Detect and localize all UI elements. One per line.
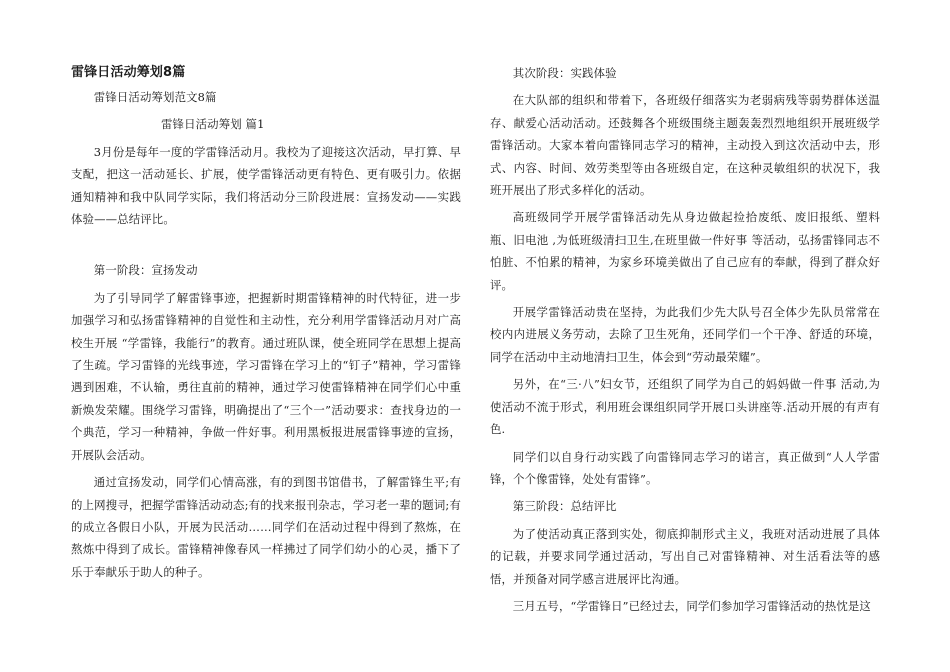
paragraph: 为了使活动真正落到实处，彻底抑制形式主义，我班对活动进展了具体的记载，并要求同学通过活动，写出自己对雷锋精神、对生活看法等的感悟，并预备对同学感言进展评比沟通。 [490, 526, 880, 586]
document-title: 雷锋日活动筹划8篇 [71, 65, 186, 80]
spacer [71, 235, 461, 259]
paragraph: 开展学雷锋活动贵在坚持，为此我们少先大队号召全体少先队员常常在校内内进展义务劳动，去除了卫生死角，还同学们一个干净、舒适的环境，同学在活动中主动地清扫卫生，体会到“劳动最荣耀”。 [490, 305, 880, 364]
paragraph: 另外，在“三·八”妇女节，还组织了同学为自己的妈妈做一件事 活动,为使活动不流于形式，利用班会课组织同学开展口头讲座等.活动开展的有声有色. [490, 377, 880, 437]
stage-heading: 其次阶段：实践体验 [512, 66, 617, 80]
paragraph: 通过宣扬发动，同学们心情高涨，有的到图书馆借书，了解雷锋生平;有的上网搜寻，把握学雷锋活动动态;有的找来报刊杂志，学习老一辈的题词;有的成立各假日小队，开展为民活动……同学们在活动过程中得到了熬炼，在熬炼中得到了成长。雷锋精神像春风一样拂过了同学们幼小的心灵，播下了乐于奉献乐于助人的种子。 [71, 475, 461, 579]
paragraph: 同学们以自身行动实践了向雷锋同志学习的诺言，真正做到“人人学雷锋，个个像雷锋，处处有雷锋”。 [490, 449, 880, 486]
left-column [71, 62, 461, 588]
paragraph: 3月份是每年一度的学雷锋活动月。我校为了迎接这次活动，早打算、早支配，把这一活动延长、扩展，使学雷锋活动更有特色、更有吸引力。依据通知精神和我中队同学实际，我们将活动分三阶段进展：宣扬发动——实践体验——总结评比。 [71, 144, 461, 227]
section-title: 雷锋日活动筹划 篇1 [161, 117, 265, 132]
stage-heading: 第一阶段：宣扬发动 [93, 263, 198, 278]
right-column [490, 62, 880, 622]
paragraph: 高班级同学开展学雷锋活动先从身边做起捡拾废纸、废旧报纸、塑料瓶、旧电池 ,为低班级清扫卫生,在班里做一件好事 等活动，弘扬雷锋同志不怕脏、不怕累的精神，为家乡环境美做出了自己应有的奉献，得到了群众好评。 [490, 210, 880, 292]
document-subtitle: 雷锋日活动筹划范文8篇 [93, 90, 217, 104]
paragraph: 三月五号，“学雷锋日”已经过去，同学们参加学习雷锋活动的热忱是这 [512, 598, 871, 613]
paragraph: 为了引导同学了解雷锋事迹，把握新时期雷锋精神的时代特征，进一步加强学习和弘扬雷锋精神的自觉性和主动性，充分利用学雷锋活动月对广高校生开展 “学雷锋，我能行”的教育。通过班队课，使全班同学在思想上提高了生疏。学习雷锋的光线事迹，学习雷锋在学习上的“钉子”精神，学习雷锋遇到困难，不认输，勇往直前的精神，通过学习使雷锋精神在同学们心中重新焕发荣耀。围绕学习雷锋，明确提出了“三个一”活动要求：查找身边的一个典范，学习一种精神，争做一件好事。利用黑板报进展雷锋事迹的宣扬，开展队会活动。 [71, 290, 461, 462]
stage-heading: 第三阶段：总结评比 [512, 499, 617, 514]
paragraph: 在大队部的组织和带着下，各班级仔细落实为老弱病残等弱势群体送温存、献爱心活动活动。还鼓舞各个班级围绕主题轰轰烈烈地组织开展班级学雷锋活动。大家本着向雷锋同志学习的精神，主动投入到这次活动中去，形式、内容、时间、效劳类型等由各班级自定，在这种灵敏组织的状况下，我班开展出了形式多样化的活动。 [490, 93, 880, 198]
